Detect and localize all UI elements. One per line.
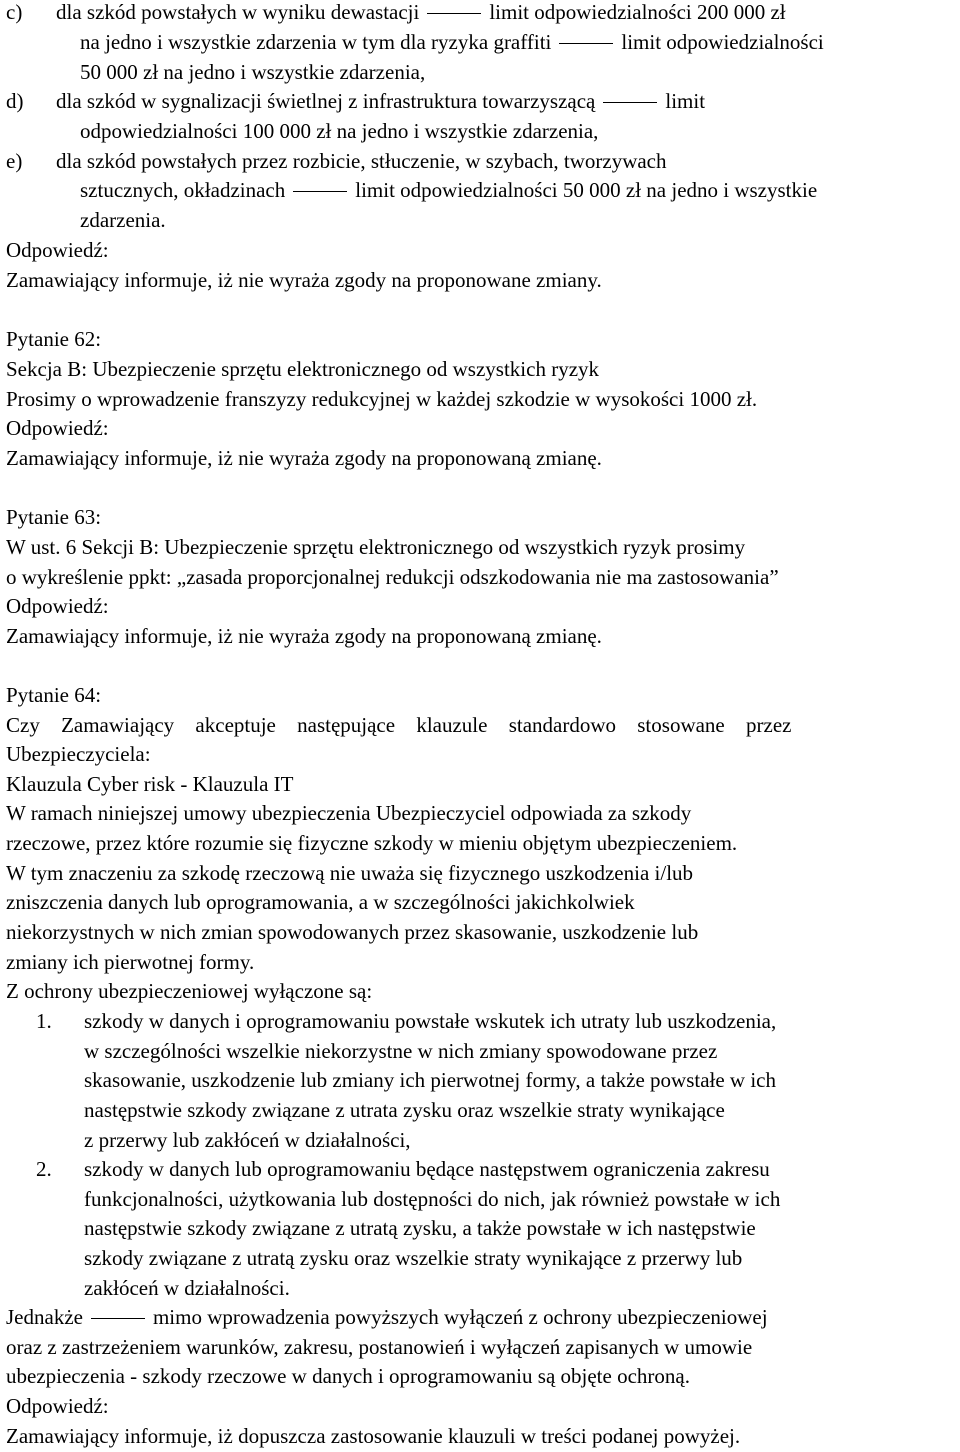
item-c-line-1: c) dla szkód powstałych w wyniku dewastacji limit odpowiedzialności 200 000 zł <box>6 0 786 24</box>
clause-p2-line-3: niekorzystnych w nich zmian spowodowanych przez skasowanie, uszkodzenie lub <box>6 920 699 944</box>
answer-label: Odpowiedź: <box>6 1394 109 1418</box>
question-63-line-1: W ust. 6 Sekcji B: Ubezpieczenie sprzętu elektronicznego od wszystkich ryzyk prosimy <box>6 535 746 559</box>
item-e-line-3: zdarzenia. <box>80 208 166 232</box>
closing-line-3: ubezpieczenia - szkody rzeczowe w danych i oprogramowaniu są objęte ochroną. <box>6 1364 690 1388</box>
item-c-line-2: na jedno i wszystkie zdarzenia w tym dla ryzyka graffiti limit odpowiedzialności <box>80 30 824 54</box>
question-64-intro-line-1: Czy Zamawiający akceptuje następujące klauzule standardowo stosowane przez <box>6 713 792 737</box>
item-d-line-2: odpowiedzialności 100 000 zł na jedno i wszystkie zdarzenia, <box>80 119 599 143</box>
question-64-intro-line-2: Ubezpieczyciela: <box>6 742 151 766</box>
question-64-answer: Zamawiający informuje, iż dopuszcza zastosowanie klauzuli w treści podanej powyżej. <box>6 1424 741 1448</box>
item-c-label: c) <box>6 0 23 24</box>
clause-p2-line-4: zmiany ich pierwotnej formy. <box>6 950 255 974</box>
clause-p1-line-1: W ramach niniejszej umowy ubezpieczenia Ubezpieczyciel odpowiada za szkody <box>6 801 692 825</box>
question-64-title: Pytanie 64: <box>6 683 102 707</box>
list-item-1-line-5: z przerwy lub zakłóceń w działalności, <box>84 1128 411 1152</box>
clause-title: Klauzula Cyber risk - Klauzula IT <box>6 772 294 796</box>
em-dash <box>427 13 481 14</box>
list-item-2-line-4: szkody związane z utratą zysku oraz wszelkie straty wynikające z przerwy lub <box>84 1246 743 1270</box>
question-63-answer: Zamawiający informuje, iż nie wyraża zgody na proponowaną zmianę. <box>6 624 602 648</box>
answer-text: Zamawiający informuje, iż nie wyraża zgody na proponowane zmiany. <box>6 268 602 292</box>
closing-line-2: oraz z zastrzeżeniem warunków, zakresu, postanowień i wyłączeń zapisanych w umowie <box>6 1335 753 1359</box>
question-63-title: Pytanie 63: <box>6 505 102 529</box>
question-62-line-1: Sekcja B: Ubezpieczenie sprzętu elektronicznego od wszystkich ryzyk <box>6 357 600 381</box>
list-item-2-line-5: zakłóceń w działalności. <box>84 1276 290 1300</box>
em-dash <box>91 1318 145 1319</box>
list-item-1-line-2: w szczególności wszelkie niekorzystne w nich zmiany spowodowane przez <box>84 1039 718 1063</box>
em-dash <box>603 102 657 103</box>
em-dash <box>559 43 613 44</box>
item-d-line-1: d) dla szkód w sygnalizacji świetlnej z infrastruktura towarzyszącą limit <box>6 89 706 113</box>
answer-label: Odpowiedź: <box>6 238 109 262</box>
list-item-1-line-3: skasowanie, uszkodzenie lub zmiany ich pierwotnej formy, a także powstałe w ich <box>84 1068 776 1092</box>
item-c-line-3: 50 000 zł na jedno i wszystkie zdarzenia, <box>80 60 426 84</box>
list-item-1-line-4: następstwie szkody związane z utrata zysku oraz wszelkie straty wynikające <box>84 1098 725 1122</box>
exclusions-heading: Z ochrony ubezpieczeniowej wyłączone są: <box>6 979 373 1003</box>
clause-p1-line-2: rzeczowe, przez które rozumie się fizyczne szkody w mieniu objętym ubezpieczeniem. <box>6 831 738 855</box>
list-item-2-line-1: szkody w danych lub oprogramowaniu będące następstwem ograniczenia zakresu <box>84 1157 770 1181</box>
list-item-2-number: 2. <box>36 1157 52 1181</box>
question-63-line-2: o wykreślenie ppkt: „zasada proporcjonalnej redukcji odszkodowania nie ma zastosowania” <box>6 565 779 589</box>
clause-p2-line-2: zniszczenia danych lub oprogramowania, a w szczególności jakichkolwiek <box>6 890 635 914</box>
question-62-line-2: Prosimy o wprowadzenie franszyzy redukcyjnej w każdej szkodzie w wysokości 1000 zł. <box>6 387 758 411</box>
list-item-1-number: 1. <box>36 1009 52 1033</box>
item-e-line-2: sztucznych, okładzinach limit odpowiedzialności 50 000 zł na jedno i wszystkie <box>80 178 818 202</box>
answer-label: Odpowiedź: <box>6 416 109 440</box>
item-e-label: e) <box>6 149 23 173</box>
list-item-2-line-3: następstwie szkody związane z utratą zysku, a także powstałe w ich następstwie <box>84 1216 756 1240</box>
list-item-2-line-2: funkcjonalności, użytkowania lub dostępności do nich, jak również powstałe w ich <box>84 1187 781 1211</box>
answer-label: Odpowiedź: <box>6 594 109 618</box>
closing-line-1: Jednakże mimo wprowadzenia powyższych wyłączeń z ochrony ubezpieczeniowej <box>6 1305 768 1329</box>
item-d-label: d) <box>6 89 24 113</box>
em-dash <box>293 191 347 192</box>
clause-p2-line-1: W tym znaczeniu za szkodę rzeczową nie uważa się fizycznego uszkodzenia i/lub <box>6 861 694 885</box>
item-e-line-1: e) dla szkód powstałych przez rozbicie, stłuczenie, w szybach, tworzywach <box>6 149 667 173</box>
question-62-answer: Zamawiający informuje, iż nie wyraża zgody na proponowaną zmianę. <box>6 446 602 470</box>
question-62-title: Pytanie 62: <box>6 327 102 351</box>
list-item-1-line-1: szkody w danych i oprogramowaniu powstałe wskutek ich utraty lub uszkodzenia, <box>84 1009 777 1033</box>
